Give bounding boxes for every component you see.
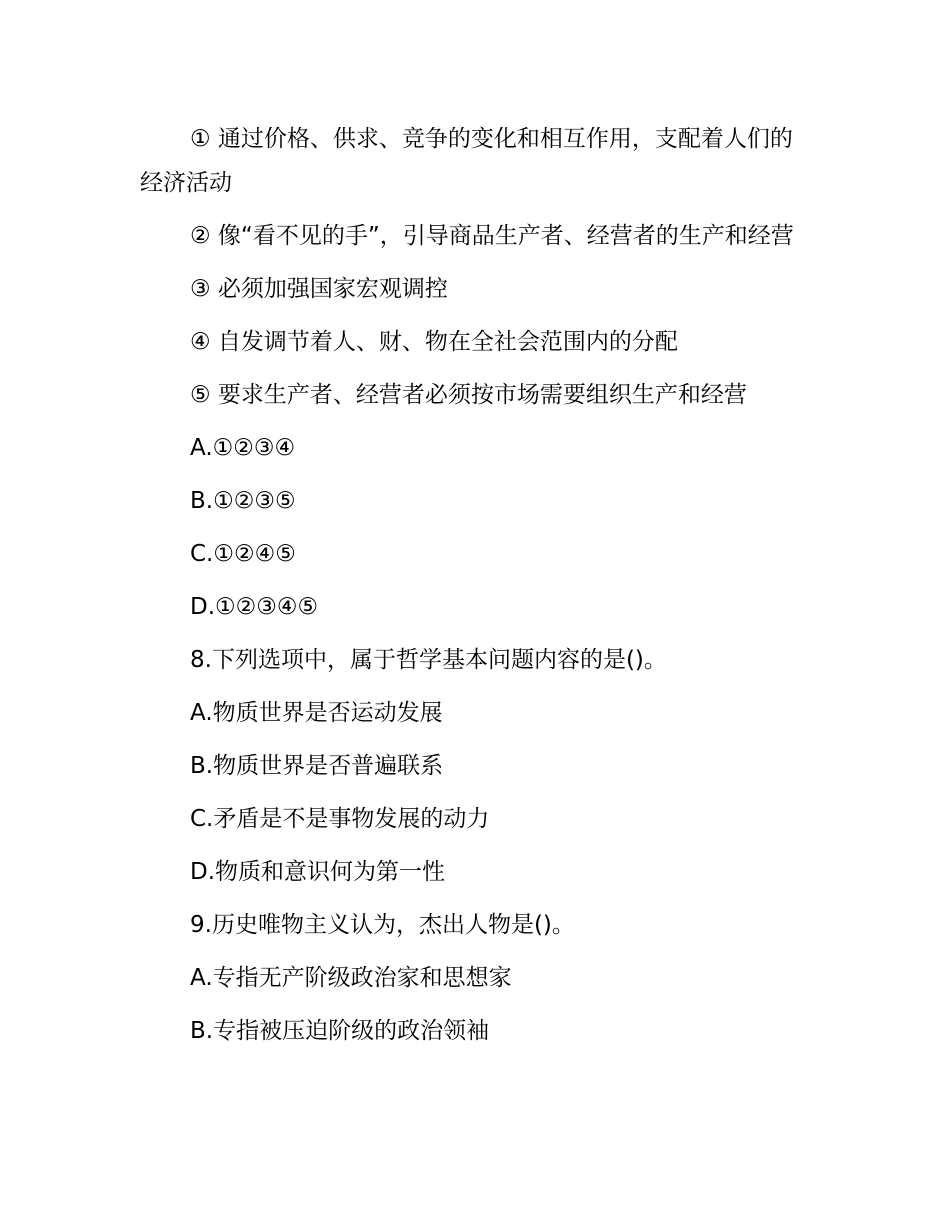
q8-option-c: C.矛盾是不是事物发展的动力 bbox=[190, 806, 490, 832]
q8-option-a: A.物质世界是否运动发展 bbox=[190, 700, 443, 726]
question-8: 8.下列选项中，属于哲学基本问题内容的是()。 bbox=[190, 647, 667, 673]
statement-5: ⑤ 要求生产者、经营者必须按市场需要组织生产和经营 bbox=[190, 382, 747, 408]
q7-option-d: D.①②③④⑤ bbox=[190, 594, 319, 620]
q9-option-a: A.专指无产阶级政治家和思想家 bbox=[190, 965, 512, 991]
statement-4: ④ 自发调节着人、财、物在全社会范围内的分配 bbox=[190, 329, 678, 355]
statement-3: ③ 必须加强国家宏观调控 bbox=[190, 276, 448, 302]
q7-option-c: C.①②④⑤ bbox=[190, 541, 296, 567]
document-body bbox=[140, 117, 812, 1062]
question-9: 9.历史唯物主义认为，杰出人物是()。 bbox=[190, 912, 575, 938]
q8-option-b: B.物质世界是否普遍联系 bbox=[190, 753, 444, 779]
q7-option-b: B.①②③⑤ bbox=[190, 488, 296, 514]
statement-2: ② 像“看不见的手”，引导商品生产者、经营者的生产和经营 bbox=[190, 223, 794, 249]
statement-1: ① 通过价格、供求、竞争的变化和相互作用，支配着人们的经济活动 bbox=[140, 126, 793, 196]
q7-option-a: A.①②③④ bbox=[190, 435, 296, 461]
q9-option-b: B.专指被压迫阶级的政治领袖 bbox=[190, 1018, 490, 1044]
q8-option-d: D.物质和意识何为第一性 bbox=[190, 859, 446, 885]
